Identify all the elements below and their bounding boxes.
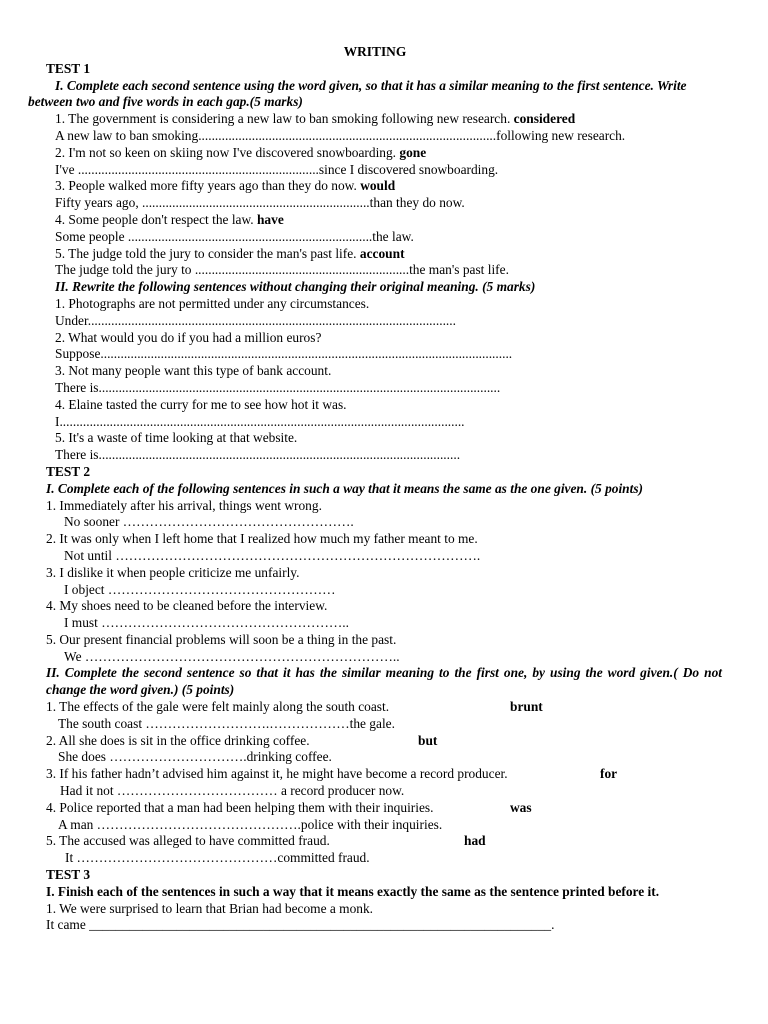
question: 1. Photographs are not permitted under any circumstances. [55,295,370,311]
question: 2. All she does is sit in the office drinking coffee. but [46,732,438,748]
answer-line: Had it not ……………………………… a record producer now. [60,783,405,799]
answer-line: A man ……………………………………….police with their inquiries. [58,816,443,832]
question: 4. Elaine tasted the curry for me to see how hot it was. [55,396,347,412]
key-word: would [360,178,396,194]
answer-line: I must ……………………………………………….. [64,615,349,631]
question: 5. The judge told the jury to consider the man's past life. account [55,245,405,261]
answer-line: There is............................................................................................................ [55,447,461,463]
key-word: brunt [510,699,543,715]
question: 4. Police reported that a man had been helping them with their inquiries. was [46,799,532,815]
key-word: had [464,833,486,849]
key-word: account [359,245,405,261]
answer-line: A new law to ban smoking.........................................................................................following new research. [55,127,626,143]
test3-heading: TEST 3 [46,867,91,883]
test2-heading: TEST 2 [46,463,91,479]
answer-line: We …………………………………………………………….. [64,648,400,664]
question: 5. Our present financial problems will soon be a thing in the past. [46,631,397,647]
answer-line: She does ………………………….drinking coffee. [58,749,332,765]
question: 3. Not many people want this type of bank account. [55,363,332,379]
answer-line: It came _____________________________________________________________________. [46,917,555,933]
question: 1. The government is considering a new law to ban smoking following new research. considered [55,111,576,127]
answer-line: Some people .........................................................................the law. [55,228,414,244]
worksheet [28,44,722,934]
key-word: considered [513,111,576,127]
test3-part1-instruction: I. Finish each of the sentences in such a way that it means exactly the same as the sentence printed before it. [46,883,660,899]
answer-line: I......................................................................................................................... [55,413,465,429]
answer-line: Not until ………………………………………………………………………. [64,547,481,563]
question: 1. Immediately after his arrival, things went wrong. [46,497,322,513]
answer-line: The judge told the jury to ................................................................the man's past life. [55,262,509,278]
question: 1. The effects of the gale were felt mainly along the south coast. brunt [46,699,543,715]
question: 5. The accused was alleged to have committed fraud. had [46,833,486,849]
page-title: WRITING [343,44,407,59]
test1-heading: TEST 1 [46,60,91,76]
question: 3. If his father hadn’t advised him against it, he might have become a record producer. for [46,766,618,782]
answer-line: I object …………………………………………… [64,581,336,597]
answer-line: Fifty years ago, ....................................................................than they do now. [55,195,465,211]
question: 5. It's a waste of time looking at that website. [55,430,298,446]
question: 2. What would you do if you had a million euros? [55,329,322,345]
question: 2. It was only when I left home that I realized how much my father meant to me. [46,531,478,547]
key-word: have [256,211,284,227]
test2-part1-instruction: I. Complete each of the following sentences in such a way that it means the same as the one given. (5 points) [46,480,644,496]
test2-part2-instruction: II. Complete the second sentence so that it has the similar meaning to the first one, by using the word given.( Do not change the word given.) (5 points) [46,665,722,698]
answer-line: There is........................................................................................................................ [55,379,501,395]
key-word: for [600,766,618,782]
question: 4. Some people don't respect the law. have [55,211,284,227]
key-word: gone [399,144,427,160]
question: 3. I dislike it when people criticize me unfairly. [46,564,300,580]
answer-line: The south coast ……………………….………………the gale. [58,715,395,731]
answer-line: I've ........................................................................since I discovered snowboarding. [55,161,499,177]
test1-part2-instruction: II. Rewrite the following sentences without changing their original meaning. (5 marks) [55,279,536,295]
key-word: was [510,799,532,815]
question: 3. People walked more fifty years ago than they do now. would [55,178,396,194]
test1-part1-instruction: I. Complete each second sentence using the word given, so that it has a similar meaning to the first sentence. Write between two and five words in each gap.(5 marks) [28,77,687,110]
key-word: but [418,732,438,748]
answer-line: Suppose........................................................................................................................... [55,346,513,362]
question: 4. My shoes need to be cleaned before the interview. [46,598,328,614]
answer-line: Under.............................................................................................................. [55,312,456,328]
answer-line: It ………………………………………committed fraud. [65,850,370,866]
answer-line: No sooner ……………………………………………. [64,514,354,530]
question: 1. We were surprised to learn that Brian had become a monk. [46,900,374,916]
question: 2. I'm not so keen on skiing now I've discovered snowboarding. gone [55,144,427,160]
